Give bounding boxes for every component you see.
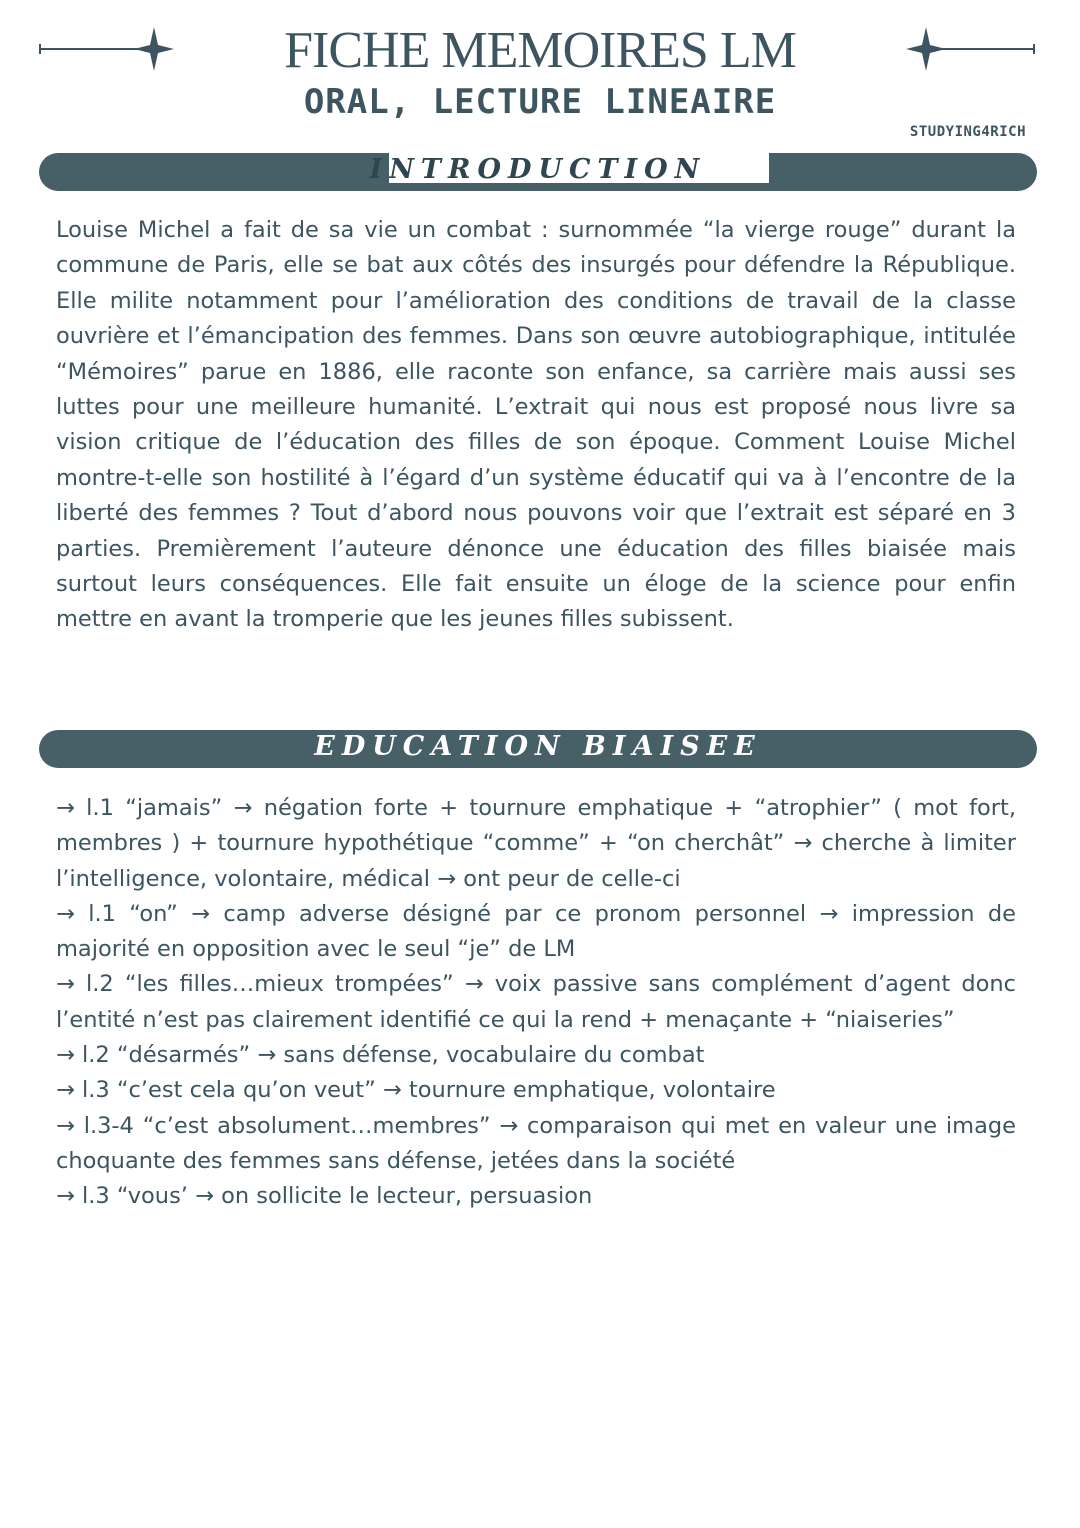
note-item: → l.2 “les filles…mieux trompées” → voix passive sans complément d’agent donc l’entité n’est pas clairement identifié ce qui la rend + menaçante + “niaiseries” — [56, 971, 1016, 1033]
introduction-paragraph: Louise Michel a fait de sa vie un combat : surnommée “la vierge rouge” durant la commune de Paris, elle se bat aux côtés des insurgés pour défendre la République. Elle milite notamment pour l’amélioration des conditions de travail de la classe ouvrière et l’émancipation des femmes. Dans son œuvre autobiographique, intitulée “Mémoires” parue en 1886, elle raconte son enfance, sa carrière mais aussi ses luttes pour une meilleure humanité. L’extrait qui nous est proposé nous livre sa vision critique de l’éducation des filles de son époque. Comment Louise Michel montre-t-elle son hostilité à l’égard d’un système éducatif qui va à l’encontre de la liberté des femmes ? Tout d’abord nous pouvons voir que l’extrait est séparé en 3 parties. Premièrement l’auteure dénonce une éducation des filles biaisée mais surtout leurs conséquences. Elle fait ensuite un éloge de la science pour enfin mettre en avant la tromperie que les jeunes filles subissent. — [56, 217, 1016, 633]
introduction-banner — [39, 153, 1037, 191]
analysis-notes-list — [56, 791, 1016, 1215]
note-item: → l.2 “désarmés” → sans défense, vocabulaire du combat — [56, 1042, 705, 1069]
introduction-heading: INTRODUCTION — [369, 154, 707, 185]
education-heading: EDUCATION BIAISEE — [314, 731, 762, 762]
page-title: FICHE MEMOIRES LM — [284, 22, 796, 79]
note-item: → l.3 “c’est cela qu’on veut” → tournure emphatique, volontaire — [56, 1077, 776, 1104]
note-item: → l.3 “vous’ → on sollicite le lecteur, persuasion — [56, 1183, 593, 1210]
education-banner — [39, 730, 1037, 768]
note-item: → l.1 “on” → camp adverse désigné par ce pronom personnel → impression de majorité en opposition avec le seul “je” de LM — [56, 900, 1016, 963]
note-item: → l.3-4 “c’est absolument…membres” → comparaison qui met en valeur une image choquante des femmes sans défense, jetées dans la société — [56, 1112, 1016, 1174]
page-subtitle: ORAL, LECTURE LINEAIRE — [303, 82, 777, 122]
author-credit: STUDYING4RICH — [909, 124, 1026, 140]
sparkle-line-right-icon — [898, 24, 1038, 74]
note-item: → l.1 “jamais” → négation forte + tournure emphatique + “atrophier” ( mot fort, membres ) + tournure hypothétique “comme” + “on cherchât” → cherche à limiter l’intelligence, volontaire, médical → ont peur de celle-ci — [56, 795, 1016, 892]
